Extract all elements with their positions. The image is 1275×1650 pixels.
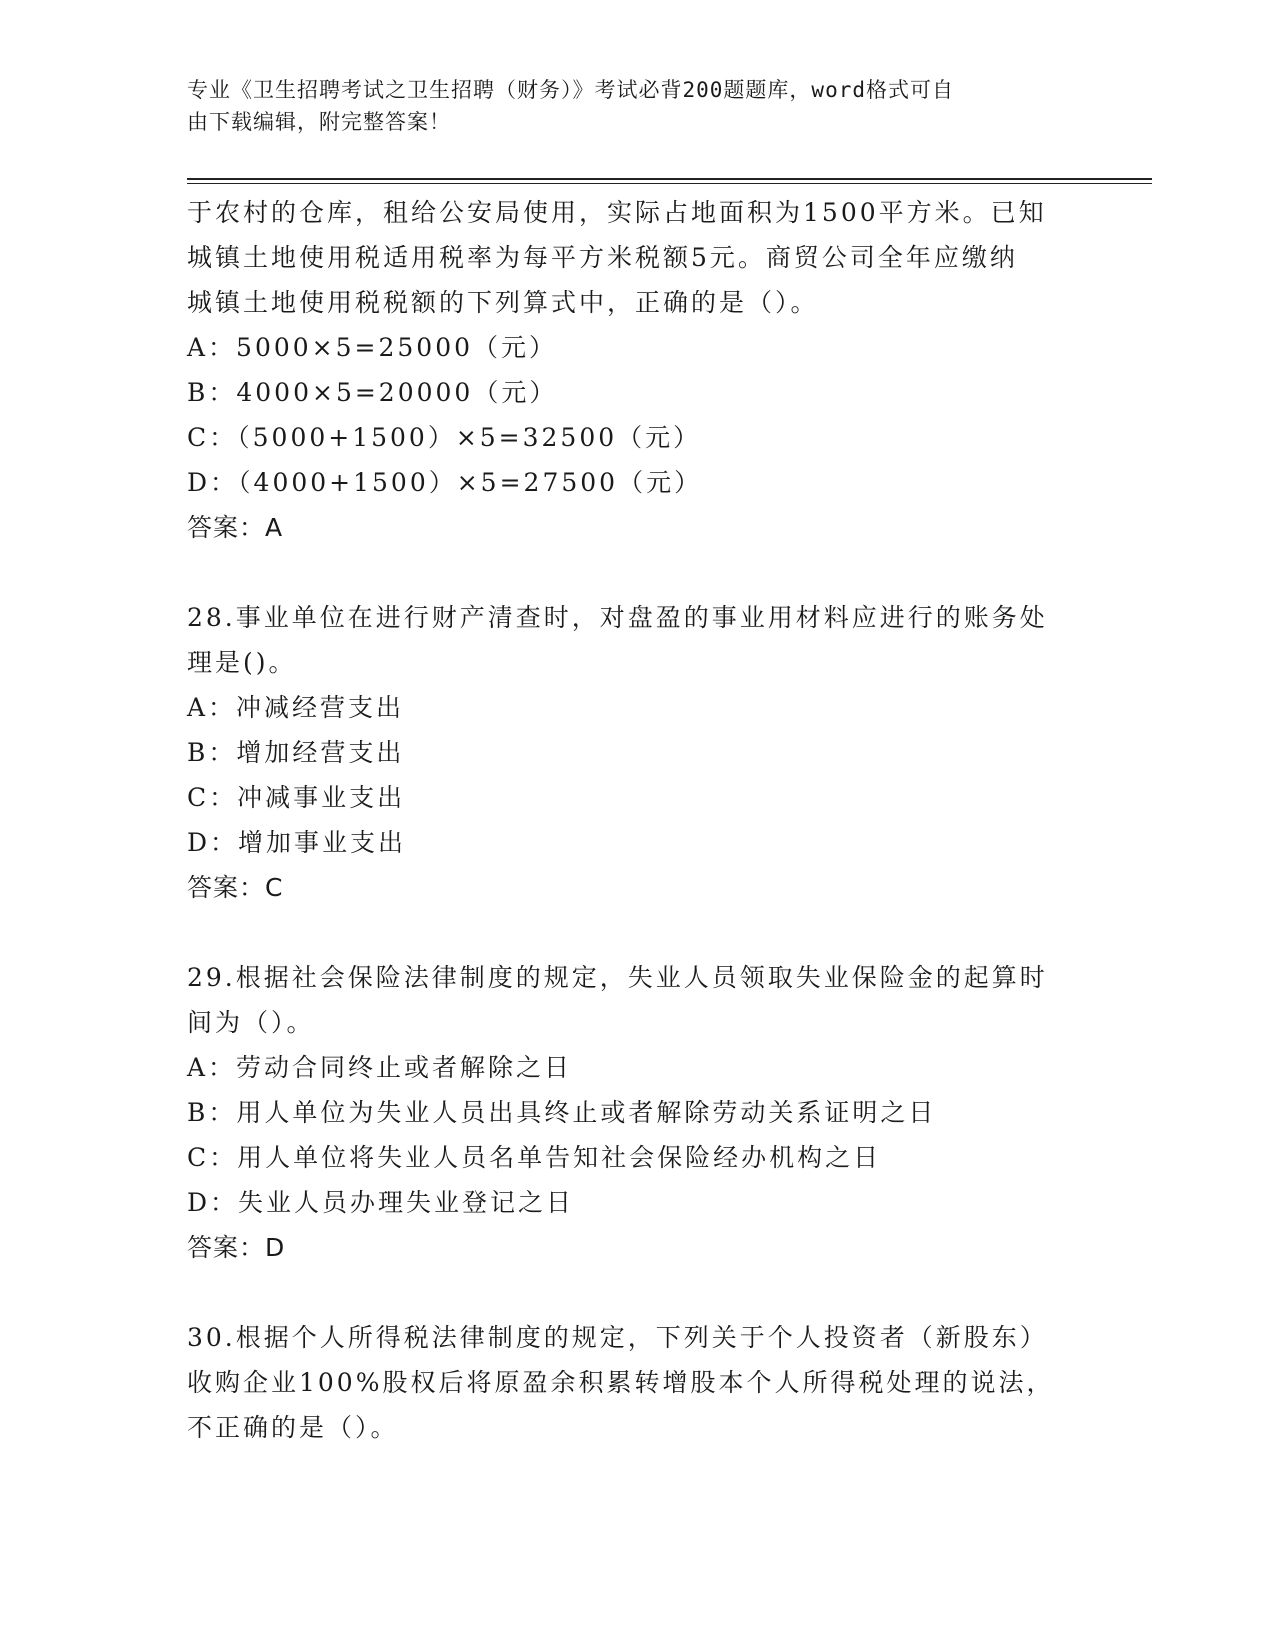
question-stem-line: 城镇土地使用税适用税率为每平方米税额5元。商贸公司全年应缴纳 (187, 243, 1018, 272)
question-stem-line: 收购企业100%股权后将原盈余积累转增股本个人所得税处理的说法， (187, 1368, 1055, 1397)
header-title-line-2: 由下载编辑，附完整答案！ (187, 110, 451, 134)
question-stem-line: 理是()。 (187, 648, 297, 677)
question-stem-line: 30.根据个人所得税法律制度的规定，下列关于个人投资者（新股东） (187, 1323, 1048, 1352)
question-28 (187, 595, 1087, 910)
option-b: B：增加经营支出 (187, 738, 405, 767)
question-27 (187, 190, 1087, 550)
option-a: A：冲减经营支出 (187, 693, 405, 722)
question-stem-line: 城镇土地使用税税额的下列算式中，正确的是（）。 (187, 288, 819, 317)
answer-label: 答案：C (187, 873, 284, 902)
question-stem-line: 于农村的仓库，租给公安局使用，实际占地面积为1500平方米。已知 (187, 198, 1047, 227)
option-c: C：冲减事业支出 (187, 783, 406, 812)
option-d: D：增加事业支出 (187, 828, 407, 857)
question-stem-line: 28.事业单位在进行财产清查时，对盘盈的事业用材料应进行的账务处 (187, 603, 1048, 632)
option-d: D：失业人员办理失业登记之日 (187, 1188, 575, 1217)
option-c: C：用人单位将失业人员名单告知社会保险经办机构之日 (187, 1143, 882, 1172)
question-30 (187, 1315, 1087, 1450)
question-29 (187, 955, 1087, 1270)
answer-label: 答案：A (187, 513, 284, 542)
option-a: A：5000×5=25000（元） (187, 333, 558, 362)
answer-label: 答案：D (187, 1233, 286, 1262)
option-a: A：劳动合同终止或者解除之日 (187, 1053, 573, 1082)
option-b: B：4000×5=20000（元） (187, 378, 558, 407)
option-b: B：用人单位为失业人员出具终止或者解除劳动关系证明之日 (187, 1098, 937, 1127)
question-stem-line: 29.根据社会保险法律制度的规定，失业人员领取失业保险金的起算时 (187, 963, 1048, 992)
question-list (187, 190, 1087, 1450)
question-stem-line: 间为（）。 (187, 1008, 315, 1037)
option-c: C：（5000+1500）×5=32500（元） (187, 423, 702, 452)
header-divider (187, 178, 1152, 184)
option-d: D：（4000+1500）×5=27500（元） (187, 468, 703, 497)
question-stem-line: 不正确的是（）。 (187, 1413, 399, 1442)
header-title-line-1: 专业《卫生招聘考试之卫生招聘（财务）》考试必背200题题库，word格式可自 (187, 78, 954, 102)
document-header (187, 74, 1067, 138)
